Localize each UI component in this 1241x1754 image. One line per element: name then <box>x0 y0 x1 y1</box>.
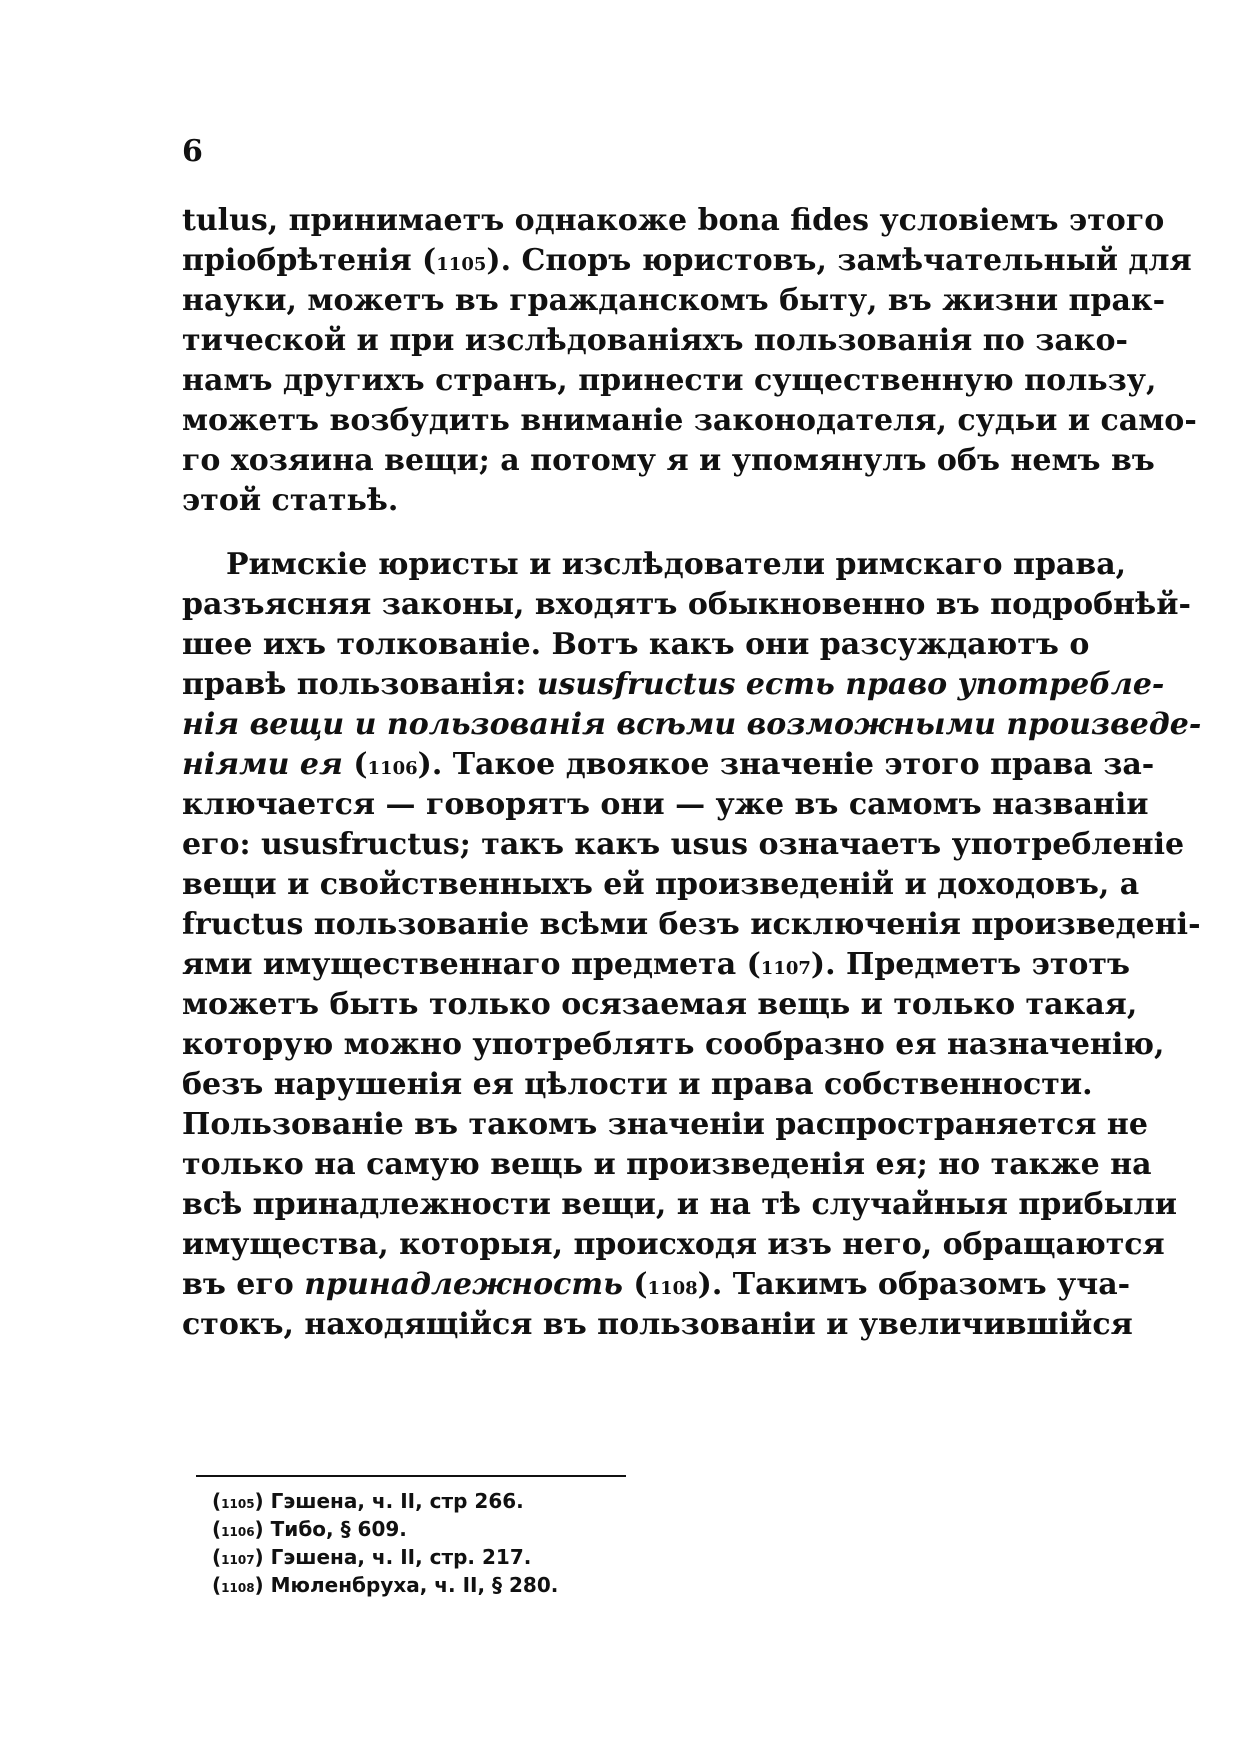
text-line: науки, можетъ въ гражданскомъ быту, въ жизни прак- <box>182 283 1166 318</box>
text-line: безъ нарушенія ея цѣлости и права собственности. <box>182 1067 1093 1102</box>
footnote-ref[interactable]: 1108 <box>647 1278 698 1299</box>
text-line: можетъ возбудить вниманіе законодателя, судьи и само- <box>182 403 1197 438</box>
text-line: ніями ея ($^{1106}$). Такое двоякое значеніе этого права за- <box>182 747 1155 782</box>
text-line: имущества, которыя, происходя изъ него, обращаются <box>182 1227 1165 1262</box>
text-line: нія вещи и пользованія всѣми возможными произведе- <box>182 707 1202 742</box>
text-line: въ его принадлежность ($^{1108}$). Такимъ образомъ уча- <box>182 1267 1131 1302</box>
text-line: которую можно употреблять сообразно ея назначенію, <box>182 1027 1165 1062</box>
text-line: тической и при изслѣдованіяхъ пользованія по зако- <box>182 323 1128 358</box>
footnote-divider <box>196 1475 626 1477</box>
footnote-item: ($^{1108}$) Мюленбруха, ч. II, § 280. <box>212 1573 559 1597</box>
page-number: 6 <box>182 134 203 169</box>
text-line: можетъ быть только осязаемая вещь и только такая, <box>182 987 1138 1022</box>
footnote-ref[interactable]: 1105 <box>436 254 487 275</box>
text-line: его: ususfructus; такъ какъ usus означаетъ употребленіе <box>182 827 1185 862</box>
text-line: Римскіе юристы и изслѣдователи римскаго права, <box>226 547 1127 582</box>
text-line: всѣ принадлежности вещи, и на тѣ случайныя прибыли <box>182 1187 1178 1222</box>
footnote-item: ($^{1107}$) Гэшена, ч. II, стр. 217. <box>212 1545 532 1569</box>
text-line: только на самую вещь и произведенія ея; но также на <box>182 1147 1152 1182</box>
text-line: Пользованіе въ такомъ значеніи распространяется не <box>182 1107 1148 1142</box>
text-line: ями имущественнаго предмета ($^{1107}$). Предметъ этотъ <box>182 947 1131 982</box>
text-line: пріобрѣтенія ($^{1105}$). Споръ юристовъ, замѣчательный для <box>182 243 1192 278</box>
footnote-ref[interactable]: 1106 <box>367 758 418 779</box>
text-line: вещи и свойственныхъ ей произведеній и доходовъ, а <box>182 867 1140 902</box>
text-line: tulus, принимаетъ однакоже bona fides условіемъ этого <box>182 203 1165 238</box>
text-line: разъясняя законы, входятъ обыкновенно въ подробнѣй- <box>182 587 1191 622</box>
text-line: этой статьѣ. <box>182 483 399 518</box>
text-line: намъ другихъ странъ, принести существенную пользу, <box>182 363 1157 398</box>
text-line: правѣ пользованія: ususfructus есть право употребле- <box>182 667 1165 702</box>
text-line: fructus пользованіе всѣми безъ исключенія произведені- <box>182 907 1201 942</box>
footnote-ref[interactable]: 1107 <box>760 958 811 979</box>
text-line: ключается — говорятъ они — уже въ самомъ названіи <box>182 787 1149 822</box>
footnote-item: ($^{1105}$) Гэшена, ч. II, стр 266. <box>212 1489 524 1513</box>
text-line: шее ихъ толкованіе. Вотъ какъ они разсуждаютъ о <box>182 627 1090 662</box>
text-line: го хозяина вещи; а потому я и упомянулъ объ немъ въ <box>182 443 1155 478</box>
text-line: стокъ, находящійся въ пользованіи и увеличившійся <box>182 1307 1133 1342</box>
footnote-item: ($^{1106}$) Тибо, § 609. <box>212 1517 407 1541</box>
